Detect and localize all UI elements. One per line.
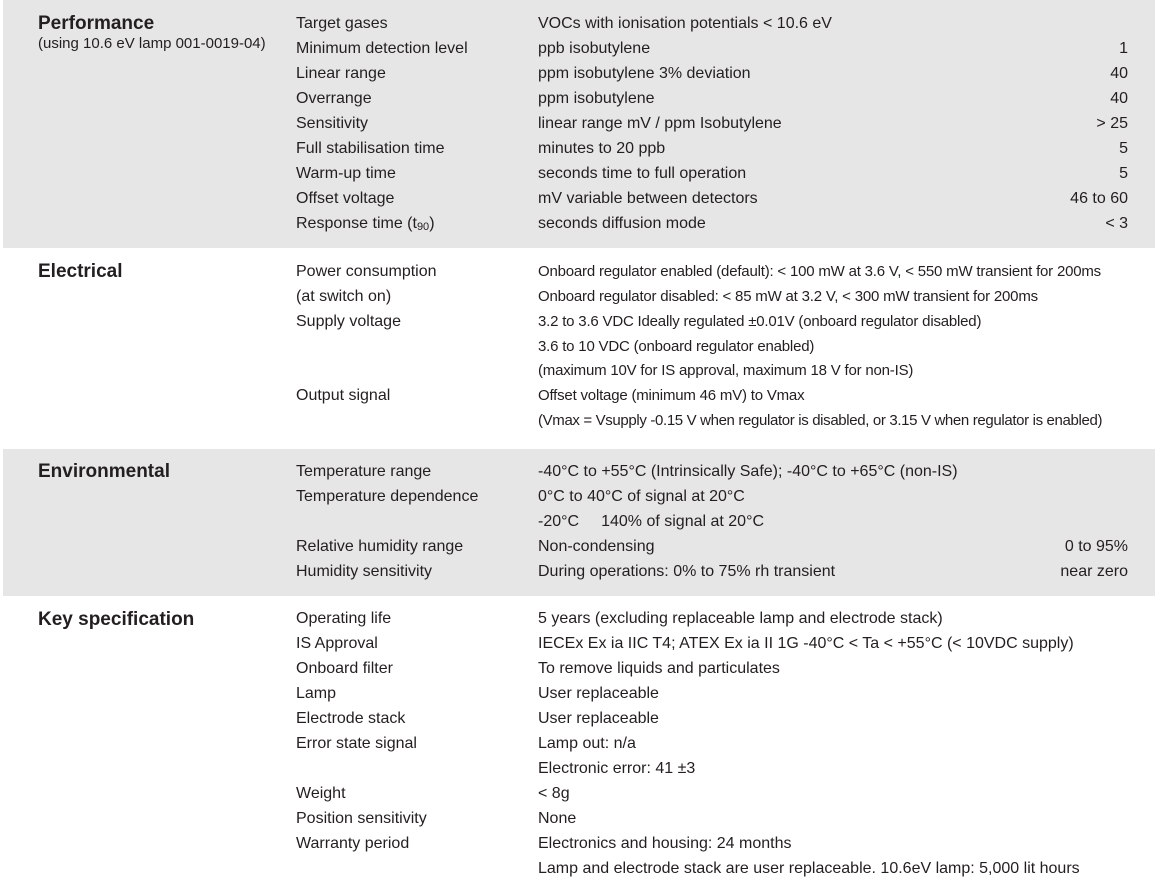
spec-desc: ppm isobutylene [538,90,655,107]
spec-value: 40 [1110,90,1128,107]
spec-row [3,756,1155,781]
spec-param: Lamp [296,685,337,702]
spec-desc: Electronics and housing: 24 months [538,835,792,852]
spec-row [3,211,1155,236]
section-title: Environmental [38,461,170,482]
spec-desc: 5 years (excluding replaceable lamp and electrode stack) [538,610,943,627]
spec-value: < 3 [1105,215,1128,232]
spec-param: Output signal [296,387,391,404]
spec-param: Offset voltage [296,190,395,207]
spec-value: near zero [1060,563,1128,580]
spec-desc: seconds diffusion mode [538,215,706,232]
spec-param: Power consumption [296,263,437,280]
spec-desc: (Vmax = Vsupply -0.15 V when regulator is disabled, or 3.15 V when regulator is enabled) [538,412,1103,429]
spec-param: Supply voltage [296,313,401,330]
spec-row [3,656,1155,681]
spec-desc: Lamp and electrode stack are user replaceable. 10.6eV lamp: 5,000 lit hours [538,860,1080,877]
spec-desc: User replaceable [538,685,659,702]
spec-desc-signal: 140% of signal at 20°C [601,513,765,530]
spec-row [3,731,1155,756]
spec-row [3,681,1155,706]
spec-desc: To remove liquids and particulates [538,660,780,677]
section-subtitle: (using 10.6 eV lamp 001-0019-04) [38,35,266,52]
spec-row [3,61,1155,86]
spec-value: > 25 [1096,115,1128,132]
spec-row [3,534,1155,559]
spec-desc: seconds time to full operation [538,165,747,182]
spec-param-text: Response time (t [296,215,417,232]
performance-section [3,0,1155,248]
spec-desc: ppm isobutylene 3% deviation [538,65,751,82]
spec-row [3,459,1155,484]
electrical-section [3,248,1155,446]
spec-param: Relative humidity range [296,538,464,555]
spec-desc: User replaceable [538,710,659,727]
spec-row [3,86,1155,111]
spec-value: 46 to 60 [1070,190,1128,207]
spec-row [3,383,1155,408]
spec-row [3,334,1155,359]
spec-param: Position sensitivity [296,810,427,827]
spec-param: Warm-up time [296,165,396,182]
spec-param: IS Approval [296,635,378,652]
spec-row [3,284,1155,309]
spec-param: Temperature range [296,463,432,480]
spec-desc: VOCs with ionisation potentials < 10.6 eV [538,15,832,32]
spec-desc: 0°C to 40°C of signal at 20°C [538,488,745,505]
spec-desc: Offset voltage (minimum 46 mV) to Vmax [538,387,805,404]
spec-row [3,509,1155,534]
spec-desc: Onboard regulator enabled (default): < 100 mW at 3.6 V, < 550 mW transient for 200ms [538,263,1101,280]
spec-desc: Electronic error: 41 ±3 [538,760,696,777]
spec-row [3,781,1155,806]
spec-param: (at switch on) [296,288,392,305]
spec-row [3,606,1155,631]
spec-desc [538,509,764,534]
spec-desc: -40°C to +55°C (Intrinsically Safe); -40°C to +65°C (non-IS) [538,463,958,480]
spec-row [3,358,1155,383]
spec-desc: IECEx Ex ia IIC T4; ATEX Ex ia II 1G -40°C < Ta < +55°C (< 10VDC supply) [538,635,1074,652]
spec-param: Humidity sensitivity [296,563,433,580]
spec-desc: minutes to 20 ppb [538,140,666,157]
spec-desc: Non-condensing [538,538,655,555]
spec-row [3,186,1155,211]
spec-value: 40 [1110,65,1128,82]
spec-desc: 3.2 to 3.6 VDC Ideally regulated ±0.01V (onboard regulator disabled) [538,313,982,330]
spec-desc: ppb isobutylene [538,40,651,57]
spec-param: Electrode stack [296,710,406,727]
spec-param: Onboard filter [296,660,393,677]
spec-param: Target gases [296,15,388,32]
spec-row [3,36,1155,61]
spec-row [3,136,1155,161]
spec-desc: None [538,810,577,827]
spec-row [3,484,1155,509]
spec-value: 5 [1119,140,1128,157]
spec-desc-temp: -20°C [538,513,580,530]
spec-desc: (maximum 10V for IS approval, maximum 18 V for non-IS) [538,362,914,379]
spec-desc: Lamp out: n/a [538,735,636,752]
spec-desc: linear range mV / ppm Isobutylene [538,115,782,132]
spec-param: Linear range [296,65,386,82]
spec-value: 0 to 95% [1064,538,1128,555]
spec-row [3,831,1155,856]
spec-desc: During operations: 0% to 75% rh transient [538,563,836,580]
spec-param: Operating life [296,610,392,627]
spec-param [296,211,435,238]
spec-row [3,856,1155,881]
spec-row [3,111,1155,136]
spec-row [3,408,1155,433]
spec-desc: < 8g [538,785,570,802]
spec-param: Warranty period [296,835,410,852]
spec-param: Sensitivity [296,115,369,132]
spec-value: 5 [1119,165,1128,182]
spec-row [3,161,1155,186]
environmental-section [3,449,1155,596]
spec-param-close: ) [429,215,435,232]
spec-row [3,706,1155,731]
spec-param: Weight [296,785,346,802]
key-spec-section [3,596,1155,880]
spec-param-subscript: 90 [416,221,430,233]
spec-param: Minimum detection level [296,40,468,57]
spec-param: Error state signal [296,735,417,752]
spec-desc: 3.6 to 10 VDC (onboard regulator enabled) [538,338,815,355]
spec-value: 1 [1119,40,1128,57]
spec-desc: mV variable between detectors [538,190,758,207]
spec-row [3,309,1155,334]
spec-row [3,559,1155,584]
spec-row [3,259,1155,284]
spec-param: Overrange [296,90,372,107]
section-title: Key specification [38,609,195,630]
spec-row [3,11,1155,36]
spec-param: Full stabilisation time [296,140,445,157]
spec-desc: Onboard regulator disabled: < 85 mW at 3.2 V, < 300 mW transient for 200ms [538,288,1038,305]
spec-row [3,806,1155,831]
section-title: Electrical [38,261,123,282]
section-title: Performance [38,13,155,34]
spec-param: Temperature dependence [296,488,479,505]
spec-row [3,631,1155,656]
